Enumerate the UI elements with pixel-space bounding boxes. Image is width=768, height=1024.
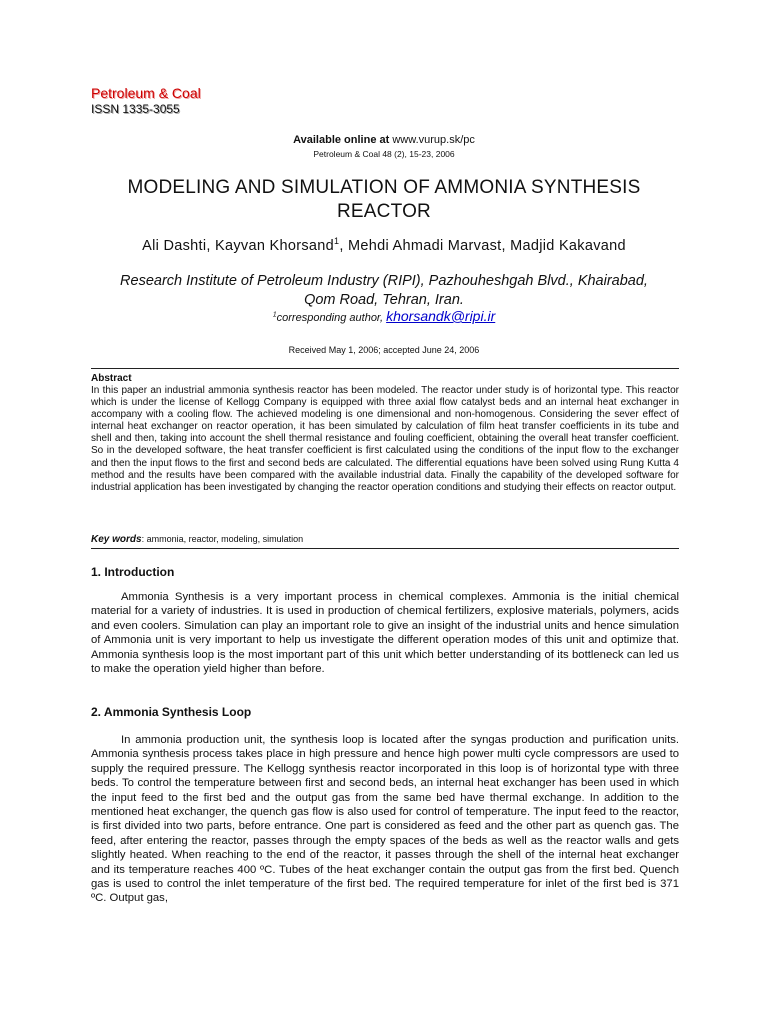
journal-issn: ISSN 1335-3055 — [91, 102, 180, 116]
journal-name: Petroleum & Coal — [91, 85, 201, 101]
abstract-bottom-rule — [91, 548, 679, 549]
availability-line — [0, 134, 768, 146]
author-list — [0, 236, 768, 254]
section-text-introduction: Ammonia Synthesis is a very important process in chemical complexes. Ammonia is the initial chemical material for a variety of industries. It is used in production of chemical fertilizers, explosive materials, polymers, acids and even coolers. Simulation can play an important role to give an insight of the industrial units and hence simulation of Ammonia unit is very important to help us investigate the different operation modes of this unit and optimize that. Ammonia synthesis loop is the most important part of this unit which better understanding of its bottleneck can led us to make the operation yield higher than before. — [91, 591, 679, 676]
received-dates: Received May 1, 2006; accepted June 24, 2006 — [288, 345, 480, 355]
journal-url[interactable]: www.vurup.sk/pc — [392, 134, 475, 146]
section-heading-synthesis-loop: 2. Ammonia Synthesis Loop — [91, 705, 252, 719]
keywords-label: Key words — [91, 534, 142, 545]
affiliation: Research Institute of Petroleum Industry (RIPI), Pazhouheshgah Blvd., Khairabad, Qom Road, Tehran, Iran. — [120, 273, 648, 308]
citation: Petroleum & Coal 48 (2), 15-23, 2006 — [313, 149, 455, 159]
keywords-text: : ammonia, reactor, modeling, simulation — [141, 534, 304, 544]
corresponding-mark: 1 — [272, 311, 277, 319]
abstract-heading: Abstract — [91, 373, 132, 384]
author-footnote-mark: 1 — [334, 236, 340, 246]
corresponding-label: corresponding author, — [276, 312, 387, 324]
email-link[interactable]: khorsandk@ripi.ir — [386, 308, 496, 324]
keywords — [91, 534, 303, 545]
abstract-top-rule — [91, 368, 679, 369]
abstract-text: In this paper an industrial ammonia synthesis reactor has been modeled. The reactor under study is of horizontal type. This reactor which is under the license of Kellogg Company is equipped with three axial flow catalyst beds and an internal heat exchanger in accompany with a cooling flow. The achieved modeling is one dimensional and non-homogenous. Considering the sever effect of internal heat exchanger on reactor operation, it has been simulated by calculation of film heat transfer coefficients in its tube and shell and then, taking into account the shell thermal resistance and fouling coefficient, obtaining the overall heat transfer coefficient. So in the developed software, the heat transfer coefficient is first calculated using the conditions of the input flow to the exchanger and then the input flows to the first and second beds are calculated. The differential equations have been solved using Rung Kutta 4 method and the results have been compared with the available industrial data. Finally the capability of the developed software for industrial application has been investigated by changing the reactor operation conditions and studying their effects on reactor output. — [91, 385, 679, 493]
section-text-synthesis-loop: In ammonia production unit, the synthesis loop is located after the syngas production and purification units. Ammonia synthesis process takes place in high pressure and hence high power multi cycle compressors are used to supply the required pressure. The Kellogg synthesis reactor incorporated in this loop is of horizontal type with three beds. To control the temperature between first and second beds, an internal heat exchanger has been used in which the input feed to the first bed and the output gas from the same bed have thermal exchange. In addition to the mentioned heat exchanger, the quench gas flow is also used for control of temperature. The input feed to the reactor, is first divided into two parts, before entrance. One part is considered as feed and the other part as quench gas. The feed, after entering the reactor, passes through the empty spaces of the beds as well as the reactor walls and gets slightly heated. When reaching to the end of the reactor, it passes through the shell of the internal heat exchanger and its temperature reaches 400 ºC. Tubes of the heat exchanger contain the output gas from the first bed. Quench gas is used to control the inlet temperature of the first bed. The required temperature for inlet of the first bed is 371 ºC. Output gas, — [91, 734, 679, 905]
section-heading-introduction: 1. Introduction — [91, 565, 175, 579]
paper-title: MODELING AND SIMULATION OF AMMONIA SYNTHESIS REACTOR — [127, 177, 641, 222]
authors-part-1: Ali Dashti, Kayvan Khorsand — [142, 237, 335, 254]
corresponding-author — [0, 308, 768, 324]
authors-part-2: , Mehdi Ahmadi Marvast, Madjid Kakavand — [339, 237, 626, 254]
availability-label: Available online at — [293, 134, 390, 146]
